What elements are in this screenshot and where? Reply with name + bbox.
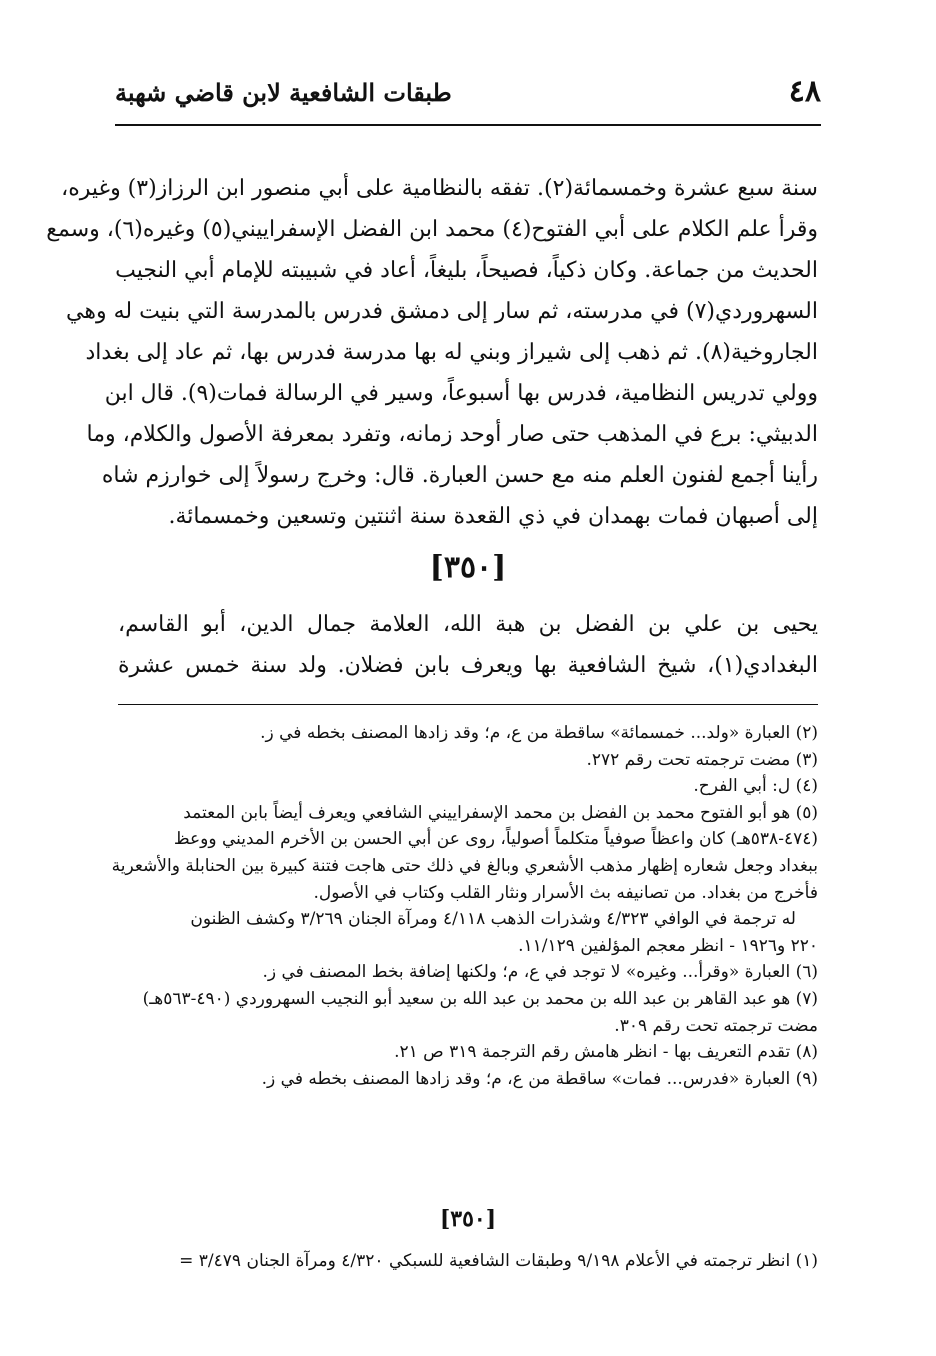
header-rule — [115, 124, 821, 126]
footnote-line: (٨) تقدم التعريف بها - انظر هامش رقم الترجمة ٣١٩ ص ٢١. — [394, 1042, 818, 1063]
footnote-line: (١) انظر ترجمته في الأعلام ٩/١٩٨ وطبقات الشافعية للسبكي ٤/٣٢٠ ومرآة الجنان ٣/٤٧٩ = — [179, 1251, 818, 1271]
footnote-line: (٤) ل: أبي الفرح. — [693, 776, 818, 797]
text-line: الحديث من جماعة. وكان ذكياً، فصيحاً، بليغاً، أعاد في شبيبته للإمام أبي النجيب — [115, 258, 818, 283]
footnote-line: مضت ترجمته تحت رقم ٣٠٩. — [614, 1015, 818, 1036]
text-line: الدبيثي: برع في المذهب حتى صار أوحد زمانه، وتفرد بمعرفة الأصول والكلام، وما — [86, 422, 818, 447]
footnote-line: (٦) العبارة «وقرأ... وغيره» لا توجد في ع، م؛ ولكنها إضافة بخط المصنف في ز. — [262, 962, 818, 983]
text-line: إلى أصبهان فمات بهمدان في ذي القعدة سنة اثنتين وتسعين وخمسمائة. — [168, 504, 818, 529]
text-line: الجاروخية(٨). ثم ذهب إلى شيراز وبني له بها مدرسة فدرس بها، ثم عاد إلى بغداد — [85, 340, 818, 365]
footnote-line: (٢) العبارة «ولد... خمسمائة» ساقطة من ع، م؛ وقد زادها المصنف بخطه في ز. — [260, 723, 818, 743]
footnote-line: (٥) هو أبو الفتوح محمد بن الفضل بن محمد الإسفراييني الشافعي ويعرف أيضاً بابن المعتمد — [183, 802, 818, 823]
footnote-line: له ترجمة في الوافي ٤/٣٢٣ وشذرات الذهب ٤/١١٨ ومرآة الجنان ٣/٢٦٩ وكشف الظنون — [190, 909, 796, 930]
main-text — [46, 168, 818, 537]
text-line: وقرأ علم الكلام على أبي الفتوح(٤) محمد ابن الفضل الإسفراييني(٥) وغيره(٦)، وسمع — [46, 217, 818, 242]
page-number: ٤٨ — [788, 74, 821, 109]
text-line: وولي تدريس النظامية، فدرس بها أسبوعاً، وسير في الرسالة فمات(٩). قال ابن — [104, 381, 818, 406]
text-line: البغدادي(١)، شيخ الشافعية بها ويعرف بابن فضلان. ولد سنة خمس عشرة — [118, 653, 818, 678]
footnote-line: (٣) مضت ترجمته تحت رقم ٢٧٢. — [586, 749, 818, 770]
text-line: رأينا أجمع لفنون العلم منه مع حسن العبارة. قال: وخرج رسولاً إلى خوارزم شاه — [101, 463, 818, 488]
entry-number-heading: [٣٥٠] — [429, 550, 507, 585]
footnote-line: (٩) العبارة «فدرس... فمات» ساقطة من ع، م؛ وقد زادها المصنف بخطه في ز. — [261, 1068, 818, 1089]
text-line: يحيى بن علي بن الفضل بن هبة الله، العلامة جمال الدين، أبو القاسم، — [118, 612, 818, 637]
entry-text — [118, 604, 818, 686]
page-header — [115, 70, 821, 118]
footnote-entry-number: [٣٥٠] — [439, 1206, 497, 1232]
running-title: طبقات الشافعية لابن قاضي شهبة — [115, 78, 452, 107]
footnotes — [111, 720, 818, 1092]
footnote-line: (٧) هو عبد القاهر بن عبد الله بن محمد بن عبد الله بن سعيد أبو النجيب السهروردي (٤٩٠-٥٦٣هـ) — [142, 988, 818, 1009]
text-line: سنة سبع عشرة وخمسمائة(٢). تفقه بالنظامية على أبي منصور ابن الرزاز(٣) وغيره، — [61, 176, 818, 201]
footnote-rule — [118, 704, 818, 705]
footnote-line: ببغداد وجعل شعاره إظهار مذهب الأشعري وبالغ في ذلك حتى هاجت فتنة كبيرة بين الحنابلة والأشعرية — [111, 855, 818, 876]
footnote-line: ٢٢٠ و١٩٢٦ - انظر معجم المؤلفين ١١/١٢٩. — [518, 935, 818, 956]
footnote-line: (٤٧٤-٥٣٨هـ) كان واعظاً صوفياً متكلماً أصولياً، روى عن أبي الحسن بن الأخرم المديني ووعظ — [173, 829, 818, 850]
footnote-line: فأخرج من بغداد. من تصانيفه بث الأسرار ونثار القلب وكتاب في الأصول. — [313, 882, 818, 903]
text-line: السهروردي(٧) في مدرسته، ثم سار إلى دمشق فدرس بالمدرسة التي بنيت له وهي — [66, 299, 818, 324]
